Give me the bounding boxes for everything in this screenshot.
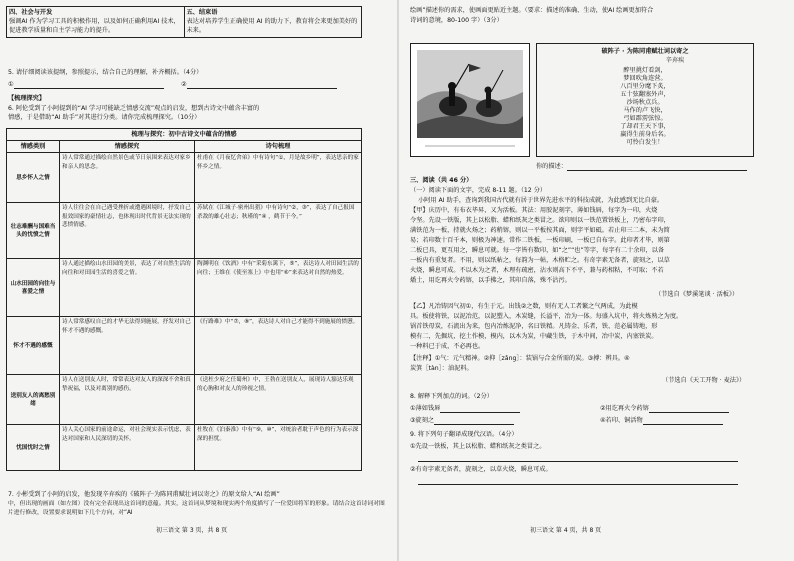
outline-5-body: 表达对培养学生正确使用 AI 的助力下，教育将会来更加美好的未来。 [186,18,358,35]
q6-line-2: 情感，于是借助“AI 助手”对其进行分类。请你完成梳理探究。（10分） [8,114,201,121]
q7-continue-1: 绘画”描述你的需求，使画面更贴近主题。（要求：描述的准确、生动，使AI 绘画更加符合 [410,7,654,14]
q9-item-1: ①先设一铁板，其上以松脂、蜡和纸灰之类冒之。 [410,443,546,450]
row-poem[interactable]: 杜牧在《泊秦淮》中有“⑨，⑩”，对统治者耽于声色的行为表示深深的担忧。 [195,425,362,471]
poem-line: 弓如霹雳弦惊。 [623,115,667,122]
poem-line: 沙场秋点兵。 [626,99,664,106]
table-header: 情感类别 [7,141,60,153]
notes-line-2: 炭箕［tàn］：油泥料。 [410,365,473,372]
passage-line: 锅首铁母炭，石流出为来，包内冶炼泥净，名曰铁精。凡铸金、乐者，铁、范必属铸地，形 [410,323,658,330]
table-header: 情感探究 [60,141,195,153]
poem-box [536,43,754,157]
row-category: 怀才不遇的感慨 [7,317,60,375]
right-page [410,0,794,561]
q9-answer-line-2[interactable] [418,476,738,485]
passage-line: 火烧，瞬息可成。不以木为之者，木理有疏密，沾水则高下不平，兼与药相粘，不可取；不若 [410,267,664,274]
poem-line: 马作的卢飞快， [623,107,667,114]
page-footer-left: 初三语文 第 3 页，共 8 页 [156,527,228,534]
poem-line: 五十弦翻塞外声， [620,91,670,98]
ai-painting-image [410,43,530,157]
outline-5-title: 五、结束语 [186,9,218,16]
poem-line: 了却君王天下事， [620,123,670,130]
poem-line: 梦回吹角连营。 [623,75,667,82]
row-poem[interactable]: 杜甫在《月夜忆舍弟》中有诗句“①，月是故乡明”，表达思亲的家怀乡之情。 [195,153,362,203]
outline-cell-4 [7,7,185,38]
passage-line: 令坚。先设一铁版，其上以松脂、蜡和纸灰之类冒之。欲印则以一铁范置铁板上，乃密布字印， [410,217,670,224]
table-row [7,425,362,471]
page-footer-right: 初三语文 第 4 页，共 8 页 [530,527,602,534]
passage-line: 二板已具，更互用之，瞬息可就。每一字皆有数印，如“之”“也”等字，每字有二十余印，以备 [410,247,665,254]
page-gutter [397,0,399,561]
passage-line: 易；若印数十百千本，则极为神速。常作二铁板，一板印刷，一板已自布字。此印者才毕，则第 [410,237,670,244]
poem-line: 醉里挑灯看剑， [623,67,667,74]
your-description-label: 你的描述： [536,163,567,170]
row-desc: 诗人在送别友人时，常常表达对友人的深深不舍和真挚祝福，以及对离别的感伤。 [60,375,195,425]
passage-line: 【乙】凡冶铸因气初①，有生于元。出钱②之数，则有无人工者繁之气两成，为此模 [410,303,638,310]
q8-stem: 8. 解释下列加点的词。（2分） [410,393,493,400]
q7-line-2: 中，但出现的画面（如左图）没有完全表现出这首词的意蕴。其实，这首词从梦境和现实两个角度描写了一位爱国将军的形象。请结合这首诗词对图片进行修改，设置要求说明如下几个方向，对“AI [8,501,385,517]
passage-jia-source: （节选自《梦溪笔谈 · 活板》） [655,291,739,298]
row-poem[interactable]: 《行路难》中“⑦，⑧”，表达诗人对自己才能得不到施展的愤懑。 [195,317,362,375]
outline-4-body: 强调AI 作为学习工具的积极作用，以及如何正确利用AI 技术，促进教学质量和自主学习能力的提升。 [9,18,180,35]
poem-author: 辛弃疾 [665,57,685,64]
left-page [6,0,391,561]
q5-blank-1-label: ① [8,81,14,88]
battle-scene-illustration [411,44,529,156]
outline-cell-5 [184,7,362,38]
q8-item-label: ①薄如钱唇 [410,405,441,412]
q9-answer-line-1[interactable] [418,453,738,462]
table-caption: 梳理与探究：初中古诗文中蕴含的情感 [7,129,362,141]
row-poem[interactable]: 陶渊明在《饮酒》中有“采菊东篱下，⑤”，表达诗人对田园生活的向往；王维在《使至塞上》中也用“⑥”来表达对自然的热爱。 [195,259,362,317]
passage-line: 满铁范为一板，持就火炀之；药稍镕，则以一平板按其面，则字平如砥。若止印三二本，未为简 [410,227,670,234]
row-category: 壮志难酬与国难当头的忧愤之情 [7,203,60,259]
q5-stem: 5. 请仔细阅读该提纲，参照提示，结合自己的理解，补齐概括。（4分） [8,69,203,76]
row-poem[interactable]: 苏轼在《江城子·密州出猎》中有诗句“②，③”，表达了自己报国杀敌的雄心壮志；秋瑾的“④ ，鹤节于今。” [195,203,362,259]
table-row [7,203,362,259]
passage-line: 具。板使将铁，以泥冶范，以泥塑入，木炭缝，长溢平，冶为一体。每盛入坑中，将火炼熟之为度。 [410,313,683,320]
table-row [7,317,362,375]
row-category: 忧国忧时之情 [7,425,60,471]
q7-line-1: 7. 小彬受到了小阿的启发，他发现辛弃疾的《破阵子·为陈同甫赋壮词以寄之》的原文给人“AI 绘画” [8,491,280,498]
sub-section-1: （一）阅读下面的文字，完成 8-11 题。（12 分） [410,187,547,194]
poem-title: 破阵子 · 为陈同甫赋壮词以寄之 [601,48,689,55]
passage-yi-source: （节选自《天工开物 · 麦法》） [662,377,746,384]
q8-item-label: ③旋刻之 [410,417,435,424]
q7-continue-2: 诗词的意境，80-100 字）（3分） [410,17,503,24]
section-3-title: 三、阅读（共 46 分） [410,177,473,184]
q6-line-1: 6. 阿伦受到了小阿提到的“AI 学习可能缺乏情感交流”观点的启发，想到古诗文中蕴含丰富的 [8,105,260,112]
q8-item-1[interactable] [410,404,520,413]
poem-line: 赢得生前身后名。 [620,131,670,138]
row-desc: 诗人通过描绘山水田园的美景，表达了对自然生活的向往和对田园生活的喜爱之情。 [60,259,195,317]
row-desc: 诗人常常感叹自己的才华无法得到施展，抒发对自己怀才不遇的感慨。 [60,317,195,375]
passage-line: 一板内有重复者。不用，则以纸帖之，每韵为一帖，木格贮之。有奇字素无备者，旋刻之，以草 [410,257,670,264]
passage-line: 【甲】庆历中，有布衣毕昇，又为活板。其法：用胶泥刻字，薄如钱唇，每字为一印，火烧 [410,207,658,214]
row-category: 思乡怀人之情 [7,153,60,203]
notes-line-1: 【注释】①气：元气精神。②抑［zǎng］：装锅与合金所需的炭。③搏：辨具。④ [410,355,630,362]
passage-line: 一种料已于成，不必再也。 [410,343,485,350]
q5-blank-2[interactable] [181,80,337,89]
row-desc: 诗人往往会在自己遇受挫折或遭遇困境时，抒发自己报效国家的豪情壮志，也体现出时代背景无法实现的悲愤情感。 [60,203,195,259]
table-row [7,259,362,317]
q9-stem: 9. 将下列句子翻译成现代汉语。（4分） [410,431,518,438]
passage-line: 燔土，用讫再火令药镕，以手拂之，其印自落，殊不沾污。 [410,277,571,284]
q8-item-label: ②用讫再火令药镕 [600,405,649,412]
q8-item-label: ④若印、铜活物 [600,417,643,424]
q8-item-4[interactable] [600,416,723,425]
reading-intro: 小阿用 AI 助手，查询到我国古代就有居于世界先进水平的科技成就，为此感到无比自豪。 [418,197,664,204]
table-header: 诗句梳理 [195,141,362,153]
row-category: 送别友人的离愁别绪 [7,375,60,425]
q5-blank-2-label: ② [181,81,187,88]
outline-box [6,6,362,38]
row-category: 山水田园的向往与喜爱之情 [7,259,60,317]
passage-line: 模有二，先掘坑，挖土作模，模内，以木为炭，中藏生铁，于木中间，冶中炭，内塞铁炭。 [410,333,658,340]
emotion-table [6,128,362,471]
q8-item-2[interactable] [600,404,729,413]
table-row [7,153,362,203]
q5-blank-1[interactable] [8,80,164,89]
section-fill-head: 【梳理探究】 [8,95,46,102]
poem-line: 八百里分麾下炙， [620,83,670,90]
outline-4-title: 四、社会与开发 [9,9,53,16]
row-desc: 诗人关心国家的前途命运，对社会现实表示忧虑，表达对国家和人民深切的关怀。 [60,425,195,471]
row-poem[interactable]: 《送杜少府之任蜀州》中，王勃在送别友人，展现诗人豁达乐观的心胸和对友人的珍视之情。 [195,375,362,425]
poem-line: 可怜白发生！ [626,139,664,146]
table-row [7,375,362,425]
row-desc: 诗人常常通过描绘自然景色或节日氛围来表达对家乡和亲人的思念。 [60,153,195,203]
your-description-field[interactable] [536,162,747,171]
q8-item-3[interactable] [410,416,514,425]
q9-item-2: ②有奇字素无备者，旋刻之，以草火烧，瞬息可成。 [410,466,552,473]
